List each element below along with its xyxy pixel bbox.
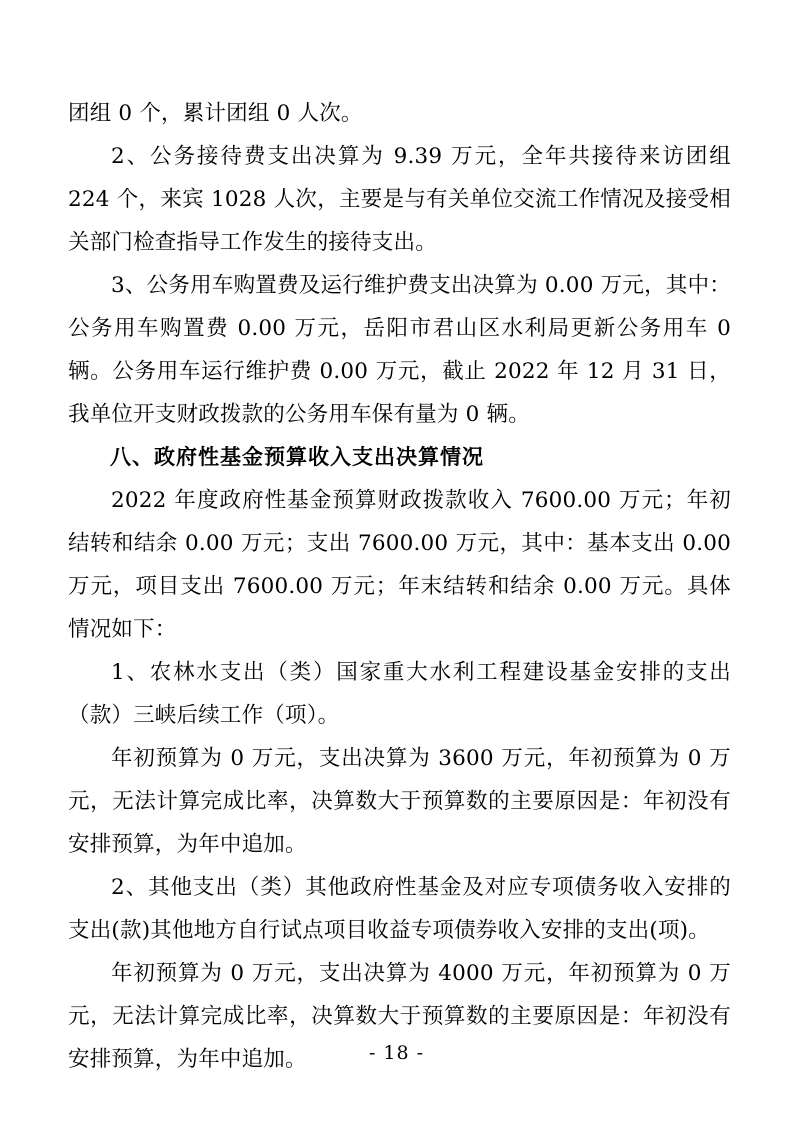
paragraph-item-1-agriculture: 1、农林水支出（类）国家重大水利工程建设基金安排的支出（款）三峡后续工作（项）。 [68,660,731,728]
paragraph-item-1-detail: 年初预算为 0 万元，支出决算为 3600 万元，年初预算为 0 万元，无法计算完成比率，决算数大于预算数的主要原因是：年初没有安排预算，为年中追加。 [68,746,731,857]
page-number: - 18 - [368,1042,425,1064]
paragraph-item-2-hospitality: 2、公务接待费支出决算为 9.39 万元，全年共接待来访团组 224 个，来宾 1028 人次，主要是与有关单位交流工作情况及接受相关部门检查指导工作发生的接待支出。 [68,144,731,255]
paragraph-item-2-other-expenditure: 2、其他支出（类）其他政府性基金及对应专项债务收入安排的支出(款)其他地方自行试点项目收益专项债券收入安排的支出(项)。 [68,875,731,943]
paragraph-item-2-detail: 年初预算为 0 万元，支出决算为 4000 万元，年初预算为 0 万元，无法计算完成比率，决算数大于预算数的主要原因是：年初没有安排预算，为年中追加。 [68,961,731,1072]
paragraph-item-3-vehicle: 3、公务用车购置费及运行维护费支出决算为 0.00 万元，其中：公务用车购置费 0.00 万元，岳阳市君山区水利局更新公务用车 0 辆。公务用车运行维护费 0.00 万元，截止 2022 年 12 月 31 日，我单位开支财政拨款的公务用车保有量为 0 辆。 [68,273,731,427]
paragraph-fund-budget-overview: 2022 年度政府性基金预算财政拨款收入 7600.00 万元；年初结转和结余 0.00 万元；支出 7600.00 万元，其中：基本支出 0.00 万元，项目支出 7600.00 万元；年末结转和结余 0.00 万元。具体情况如下： [68,488,731,642]
section-heading-eight: 八、政府性基金预算收入支出决算情况 [110,445,484,469]
paragraph-continuation: 团组 0 个，累计团组 0 人次。 [68,101,363,126]
document-body [68,92,731,1081]
